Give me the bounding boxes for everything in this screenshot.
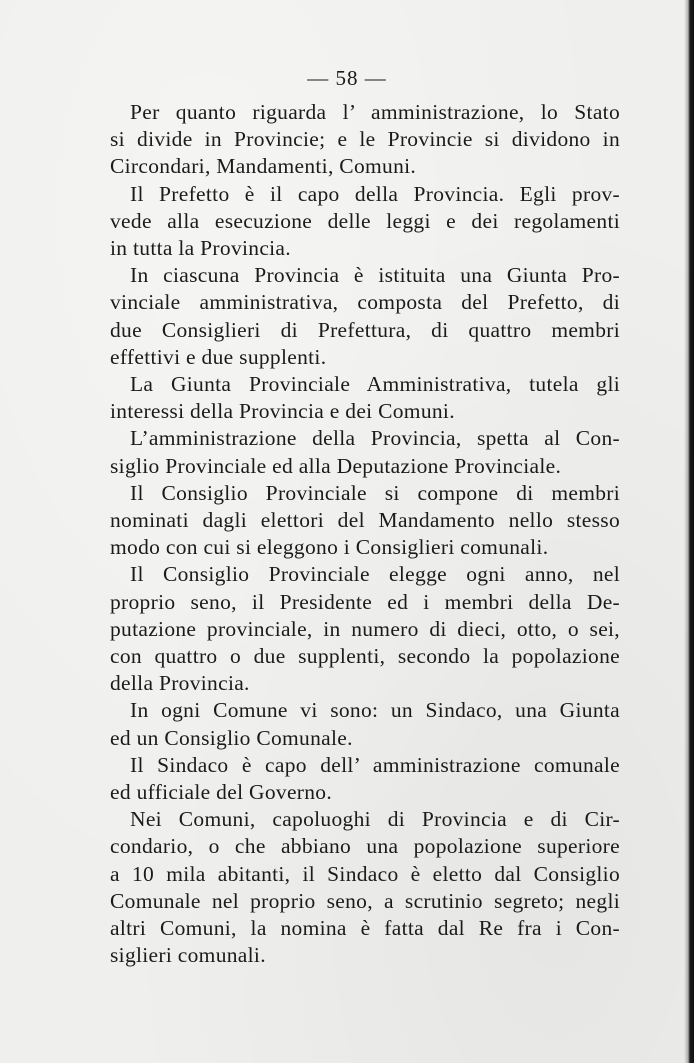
paragraph: [110, 697, 620, 751]
text-line: Comunale nel proprio seno, a scrutinio segreto; negli: [110, 888, 620, 913]
text-line: a 10 mila abitanti, il Sindaco è eletto dal Consiglio: [110, 861, 620, 886]
text-line: si divide in Provincie; e le Provincie si dividono in: [110, 127, 620, 152]
text-line: nominati dagli elettori del Mandamento nello stesso: [110, 508, 620, 533]
text-line: Il Consiglio Provinciale elegge ogni anno, nel: [130, 562, 620, 587]
text-line: ed un Consiglio Comunale.: [110, 725, 353, 750]
paragraph: [110, 806, 620, 969]
text-line: vinciale amministrativa, composta del Prefetto, di: [110, 290, 620, 315]
text-line: modo con cui si eleggono i Consiglieri comunali.: [110, 535, 549, 560]
paragraph: [110, 181, 620, 263]
text-line: effettivi e due supplenti.: [110, 344, 327, 369]
paragraph: [110, 371, 620, 425]
paragraph: [110, 752, 620, 806]
page-number: — 58 —: [307, 66, 387, 90]
text-line: Circondari, Mandamenti, Comuni.: [110, 154, 417, 179]
text-line: L’amministrazione della Provincia, spetta al Con-: [130, 426, 620, 451]
text-line: putazione provinciale, in numero di dieci, otto, o sei,: [110, 616, 620, 641]
text-line: Nei Comuni, capoluoghi di Provincia e di Cir-: [130, 807, 620, 832]
text-line: In ogni Comune vi sono: un Sindaco, una Giunta: [130, 698, 620, 723]
text-line: Il Prefetto è il capo della Provincia. Egli prov-: [130, 181, 620, 206]
text-line: due Consiglieri di Prefettura, di quattro membri: [110, 317, 620, 342]
paragraph: [110, 99, 620, 181]
text-line: Per quanto riguarda l’ amministrazione, lo Stato: [130, 100, 620, 124]
text-line: siglio Provinciale ed alla Deputazione Provinciale.: [110, 453, 562, 478]
text-line: Il Sindaco è capo dell’ amministrazione comunale: [130, 752, 620, 777]
paragraph: [110, 561, 620, 697]
text-line: siglieri comunali.: [110, 943, 266, 968]
text-line: vede alla esecuzione delle leggi e dei regolamenti: [110, 208, 620, 233]
text-line: La Giunta Provinciale Amministrativa, tutela gli: [130, 372, 620, 397]
text-line: In ciascuna Provincia è istituita una Giunta Pro-: [130, 263, 620, 288]
text-line: della Provincia.: [110, 671, 250, 696]
text-line: ed ufficiale del Governo.: [110, 780, 333, 805]
text-line: Il Consiglio Provinciale si compone di membri: [130, 480, 620, 505]
page-edge-shadow: [684, 0, 694, 1063]
text-line: interessi della Provincia e dei Comuni.: [110, 399, 455, 424]
paragraph: [110, 425, 620, 479]
paragraph: [110, 262, 620, 371]
text-line: con quattro o due supplenti, secondo la popolazione: [110, 644, 620, 669]
paragraph: [110, 480, 620, 562]
text-line: altri Comuni, la nomina è fatta dal Re fra i Con-: [110, 916, 620, 941]
text-line: in tutta la Provincia.: [110, 236, 291, 261]
page-text: [110, 99, 620, 970]
text-line: condario, o che abbiano una popolazione superiore: [110, 834, 620, 859]
text-line: proprio seno, il Presidente ed i membri della De-: [110, 589, 620, 614]
